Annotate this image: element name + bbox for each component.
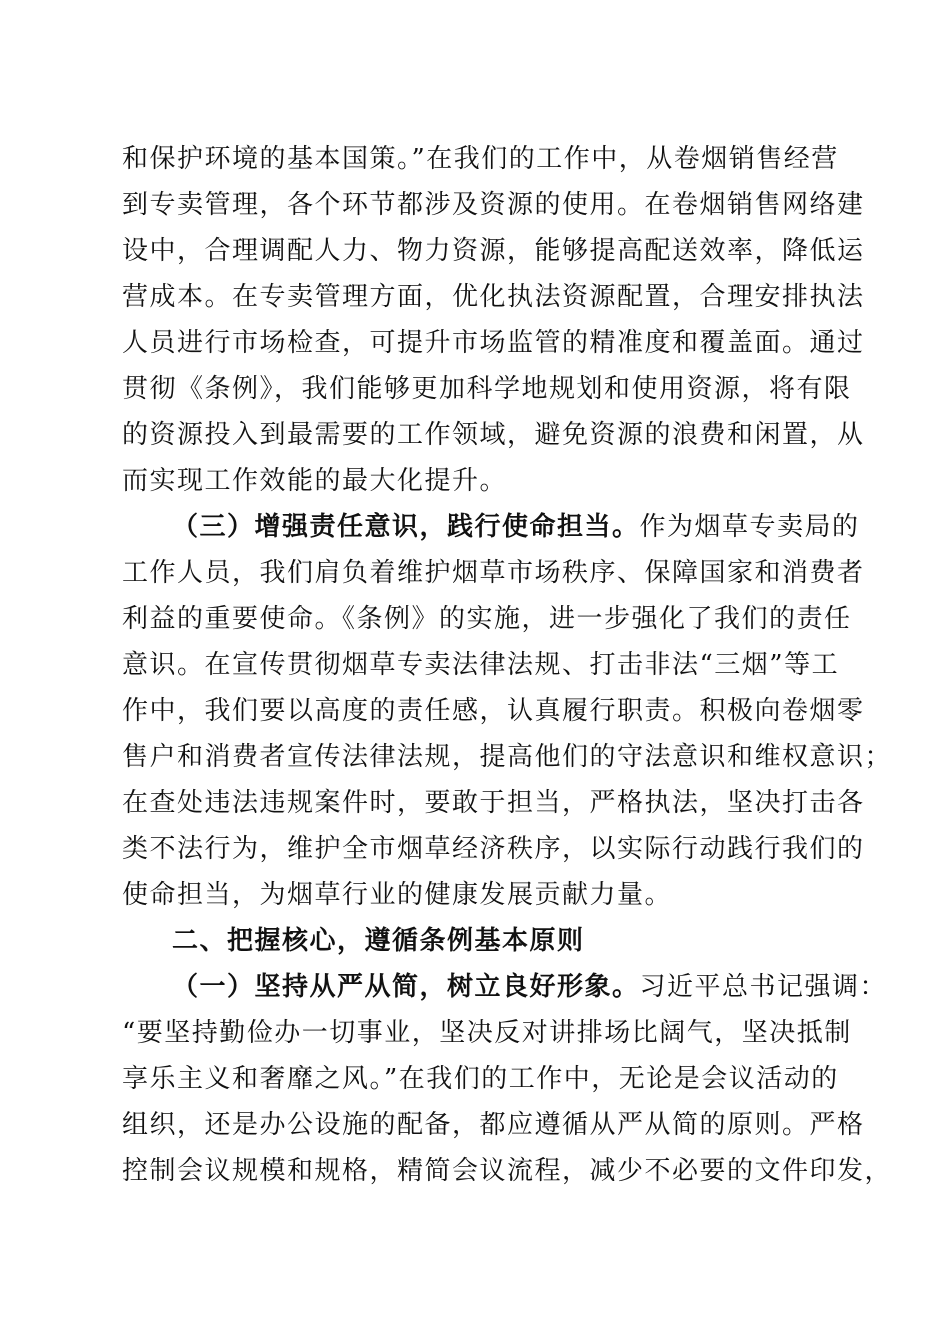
section-heading: 二、把握核心，遵循条例基本原则 [172, 926, 585, 956]
body-text-line: 营成本。在专卖管理方面，优化执法资源配置，合理安排执法 [122, 282, 865, 312]
body-text-line: 意识。在宣传贯彻烟草专卖法律法规、打击非法“三烟”等工 [122, 650, 840, 680]
body-text-line: 控制会议规模和规格，精简会议流程，减少不必要的文件印发， [122, 1156, 893, 1186]
body-text-line: 利益的重要使命。《条例》的实施，进一步强化了我们的责任 [122, 604, 852, 634]
subheading-lead: （一）坚持从严从简，树立良好形象。 [172, 972, 640, 1002]
paragraph-first-line [172, 965, 888, 1009]
body-text-line: 工作人员，我们肩负着维护烟草市场秩序、保障国家和消费者 [122, 558, 865, 588]
body-text-line: 作中，我们要以高度的责任感，认真履行职责。积极向卷烟零 [122, 696, 865, 726]
body-text-line: 享乐主义和奢靡之风。”在我们的工作中，无论是会议活动的 [122, 1064, 839, 1094]
body-text-span: 作为烟草专卖局的 [639, 512, 860, 542]
body-text-line: 组织，还是办公设施的配备，都应遵循从严从简的原则。严格 [122, 1110, 865, 1140]
body-text-line: 在查处违法违规案件时，要敢于担当，严格执法，坚决打击各 [122, 788, 865, 818]
body-text-line: 售户和消费者宣传法律法规，提高他们的守法意识和维权意识； [122, 742, 893, 772]
body-text-line: 和保护环境的基本国策。”在我们的工作中，从卷烟销售经营 [122, 144, 839, 174]
body-text-span: 习近平总书记强调： [639, 972, 888, 1002]
body-text-line: 贯彻《条例》，我们能够更加科学地规划和使用资源，将有限 [122, 374, 852, 404]
subheading-lead: （三）增强责任意识，践行使命担当。 [172, 512, 640, 542]
body-text-line: 使命担当，为烟草行业的健康发展贡献力量。 [122, 880, 673, 910]
paragraph-first-line [172, 505, 882, 549]
body-text-line: 到专卖管理，各个环节都涉及资源的使用。在卷烟销售网络建 [122, 190, 865, 220]
body-text-line: 类不法行为，维护全市烟草经济秩序，以实际行动践行我们的 [122, 834, 865, 864]
body-text-line: 设中，合理调配人力、物力资源，能够提高配送效率，降低运 [122, 236, 865, 266]
body-text-line: 而实现工作效能的最大化提升。 [122, 466, 508, 496]
body-text-line: 人员进行市场检查，可提升市场监管的精准度和覆盖面。通过 [122, 328, 865, 358]
body-text-line: “要坚持勤俭办一切事业，坚决反对讲排场比阔气，坚决抵制 [122, 1018, 852, 1048]
body-text-line: 的资源投入到最需要的工作领域，避免资源的浪费和闲置，从 [122, 420, 865, 450]
